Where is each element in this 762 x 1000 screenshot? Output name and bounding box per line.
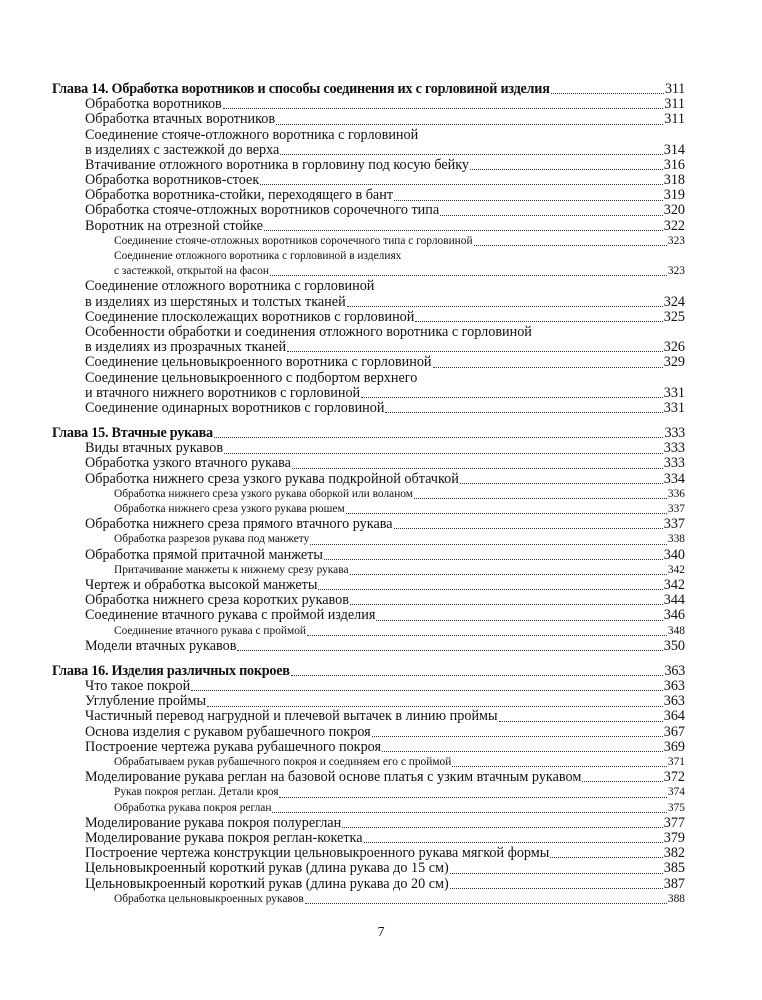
toc-section-entry[interactable] (52, 593, 685, 608)
toc-chapter-title: Глава 15. Втачные рукава (52, 425, 213, 442)
toc-subsection-entry[interactable] (52, 785, 685, 800)
toc-chapter-title: Глава 14. Обработка воротников и способы соединения их с горловиной изделия (52, 80, 550, 97)
toc-section-entry[interactable] (52, 861, 685, 876)
toc-entry-title: в изделиях с застежкой до верха (85, 141, 280, 158)
toc-section-entry[interactable] (52, 608, 685, 623)
dot-leader (394, 527, 663, 529)
toc-page-number: 326 (663, 339, 685, 356)
toc-page-number: 320 (663, 202, 685, 219)
toc-entry-title: Моделирование рукава покроя полуреглан (85, 814, 342, 831)
dot-leader (361, 396, 663, 398)
dot-leader (287, 350, 663, 352)
dot-leader (450, 887, 663, 889)
dot-leader (433, 366, 663, 368)
dot-leader (350, 573, 667, 575)
toc-section-entry[interactable] (52, 401, 685, 416)
toc-subsection-entry[interactable] (52, 264, 685, 279)
toc-page-number: 340 (663, 546, 685, 563)
toc-page-number: 363 (663, 693, 685, 710)
toc-entry-title: Что такое покрой (85, 678, 191, 695)
toc-entry-title: Рукав покроя реглан. Детали кроя (114, 786, 279, 799)
toc-page-number: 346 (663, 607, 685, 624)
toc-page-number: 337 (663, 516, 685, 533)
toc-subsection-entry[interactable] (52, 892, 685, 907)
dot-leader (550, 856, 662, 858)
dot-leader (223, 107, 663, 109)
toc-section-entry[interactable] (52, 639, 685, 654)
toc-entry-title: Чертеж и обработка высокой манжеты (85, 576, 318, 593)
toc-entry-title: Цельновыкроенный короткий рукав (длина рукава до 20 см) (85, 875, 449, 892)
toc-section-entry[interactable] (52, 457, 685, 472)
toc-page-number: 311 (664, 96, 685, 113)
toc-section-entry[interactable] (52, 173, 685, 188)
toc-page-number: 382 (663, 845, 685, 862)
toc-page-number: 324 (663, 293, 685, 310)
toc-page-number: 322 (663, 217, 685, 234)
toc-section-entry[interactable] (52, 517, 685, 532)
toc-section-entry[interactable] (52, 770, 685, 785)
toc-page-number: 364 (663, 708, 685, 725)
toc-page-number: 374 (667, 786, 685, 799)
dot-leader (279, 796, 666, 798)
toc-section-entry[interactable] (52, 679, 685, 694)
dot-leader (347, 305, 663, 307)
toc-section-entry[interactable] (52, 295, 685, 310)
toc-entry-title: Соединение отложного воротника с горловиной (85, 278, 375, 295)
toc-entry-title: Обработка нижнего среза коротких рукавов (85, 592, 349, 609)
dot-leader (414, 497, 667, 499)
toc-subsection-entry[interactable] (52, 502, 685, 517)
toc-entry-title: Обработка воротника-стойки, переходящего в бант (85, 187, 394, 204)
toc-page-number: 372 (663, 769, 685, 786)
dot-leader (382, 750, 663, 752)
dot-leader (474, 244, 667, 246)
toc-entry-title: Моделирование рукава покроя реглан-кокетка (85, 829, 363, 846)
table-of-contents (52, 82, 685, 907)
toc-chapter-title: Глава 16. Изделия различных покроев (52, 662, 290, 679)
toc-section-entry[interactable] (52, 97, 685, 112)
toc-subsection-entry[interactable] (52, 624, 685, 639)
dot-leader (264, 229, 663, 231)
toc-section-entry[interactable] (52, 441, 685, 456)
toc-entry-title: Втачивание отложного воротника в горловину под косую бейку (85, 156, 470, 173)
toc-section-entry[interactable] (52, 355, 685, 370)
toc-section-entry[interactable] (52, 578, 685, 593)
toc-entry-title: Построение чертежа конструкции цельновыкроенного рукава мягкой формы (85, 845, 550, 862)
toc-page-number: 388 (667, 892, 685, 905)
toc-entry-title: Обработка нижнего среза прямого втачного рукава (85, 516, 393, 533)
toc-page-number: 367 (663, 723, 685, 740)
dot-leader (207, 705, 663, 707)
toc-page-number: 348 (667, 624, 685, 637)
toc-entry-title: Обработка втачных воротников (85, 111, 276, 128)
toc-entry-title: Обработка воротников (85, 96, 222, 113)
toc-section-entry[interactable] (52, 143, 685, 158)
toc-page-number: 369 (663, 738, 685, 755)
toc-entry-title: Соединение цельновыкроенного воротника с горловиной (85, 354, 432, 371)
toc-section-entry[interactable] (52, 279, 685, 294)
dot-leader (582, 780, 662, 782)
toc-entry-title: Соединение стояче-отложного воротника с горловиной (85, 126, 419, 143)
toc-page-number: 387 (663, 875, 685, 892)
dot-leader (440, 214, 663, 216)
toc-entry-title: Моделирование рукава реглан на базовой основе платья с узким втачным рукавом (85, 769, 582, 786)
toc-page-number: 344 (663, 592, 685, 609)
toc-subsection-entry[interactable] (52, 249, 685, 264)
toc-entry-title: и втачного нижнего воротников с горловиной (85, 384, 361, 401)
toc-section-entry[interactable] (52, 740, 685, 755)
toc-section-entry[interactable] (52, 816, 685, 831)
toc-entry-title: Углубление проймы (85, 693, 207, 710)
dot-leader (450, 872, 663, 874)
toc-entry-title: Соединение стояче-отложных воротников сорочечного типа с горловиной (114, 234, 473, 247)
toc-entry-title: Модели втачных рукавов (85, 637, 237, 654)
toc-entry-title: Обработка воротников-стоек (85, 172, 260, 189)
toc-entry-title: Обработка нижнего среза узкого рукава оборкой или воланом (114, 487, 413, 500)
toc-page-number: 377 (663, 814, 685, 831)
toc-page-number: 319 (663, 187, 685, 204)
toc-page-number: 314 (663, 141, 685, 158)
page-number: 7 (377, 925, 385, 940)
toc-page-number: 323 (667, 265, 685, 278)
toc-entry-title: Обработка стояче-отложных воротников сорочечного типа (85, 202, 440, 219)
dot-leader (394, 199, 663, 201)
dot-leader (272, 811, 666, 813)
toc-subsection-entry[interactable] (52, 801, 685, 816)
toc-entry-title: Соединение цельновыкроенного с подбортом верхнего (85, 369, 418, 386)
dot-leader (499, 720, 663, 722)
dot-leader (342, 826, 663, 828)
dot-leader (364, 841, 663, 843)
toc-entry-title: Цельновыкроенный короткий рукав (длина рукава до 15 см) (85, 860, 449, 877)
dot-leader (376, 619, 662, 621)
toc-section-entry[interactable] (52, 325, 685, 340)
toc-section-entry[interactable] (52, 548, 685, 563)
toc-page-number: 316 (663, 156, 685, 173)
toc-subsection-entry[interactable] (52, 563, 685, 578)
toc-entry-title: Соединение втачного рукава с проймой изделия (85, 607, 376, 624)
toc-page-number: 331 (663, 384, 685, 401)
dot-leader (350, 603, 663, 605)
toc-entry-title: с застежкой, открытой на фасон (114, 265, 270, 278)
toc-page-number: 311 (664, 111, 685, 128)
dot-leader (551, 92, 664, 94)
toc-section-entry[interactable] (52, 188, 685, 203)
toc-entry-title: Соединение отложного воротника с горловиной в изделиях (114, 250, 402, 263)
dot-leader (191, 689, 663, 691)
toc-section-entry[interactable] (52, 846, 685, 861)
toc-page-number: 342 (663, 576, 685, 593)
dot-leader (460, 482, 663, 484)
toc-page-number: 363 (664, 662, 685, 679)
toc-section-entry[interactable] (52, 831, 685, 846)
toc-section-entry[interactable] (52, 694, 685, 709)
toc-section-entry[interactable] (52, 310, 685, 325)
toc-section-entry[interactable] (52, 386, 685, 401)
toc-page-number: 318 (663, 172, 685, 189)
toc-page-number: 311 (664, 80, 685, 97)
toc-entry-title: Виды втачных рукавов (85, 440, 224, 457)
dot-leader (214, 436, 664, 438)
toc-subsection-entry[interactable] (52, 487, 685, 502)
toc-page-number: 350 (663, 637, 685, 654)
toc-subsection-entry[interactable] (52, 755, 685, 770)
dot-leader (292, 467, 663, 469)
toc-page-number: 379 (663, 829, 685, 846)
toc-entry-title: в изделиях из прозрачных тканей (85, 339, 287, 356)
dot-leader (305, 902, 667, 904)
toc-entry-title: в изделиях из шерстяных и толстых тканей (85, 293, 346, 310)
toc-entry-title: Соединение втачного рукава с проймой (114, 624, 307, 637)
toc-entry-title: Обработка цельновыкроенных рукавов (114, 892, 304, 905)
toc-page-number: 336 (667, 487, 685, 500)
toc-section-entry[interactable] (52, 112, 685, 127)
toc-page-number: 337 (667, 503, 685, 516)
toc-page-number: 333 (663, 440, 685, 457)
toc-page-number: 333 (664, 425, 685, 442)
toc-page-number: 331 (663, 399, 685, 416)
toc-page-number: 363 (663, 678, 685, 695)
toc-entry-title: Основа изделия с рукавом рубашечного покроя (85, 723, 371, 740)
dot-leader (470, 168, 663, 170)
toc-page-number: 342 (667, 563, 685, 576)
toc-section-entry[interactable] (52, 204, 685, 219)
toc-chapter-heading[interactable] (52, 426, 685, 441)
dot-leader (346, 512, 667, 514)
dot-leader (280, 153, 662, 155)
toc-subsection-entry[interactable] (52, 532, 685, 547)
toc-entry-title: Соединение плосколежащих воротников с горловиной (85, 308, 415, 325)
dot-leader (260, 183, 662, 185)
dot-leader (276, 123, 663, 125)
dot-leader (452, 765, 667, 767)
toc-section-entry[interactable] (52, 710, 685, 725)
toc-subsection-entry[interactable] (52, 234, 685, 249)
toc-page-number: 329 (663, 354, 685, 371)
toc-entry-title: Обработка нижнего среза узкого рукава подкройной обтачкой (85, 470, 459, 487)
dot-leader (415, 320, 662, 322)
dot-leader (307, 634, 667, 636)
toc-entry-title: Воротник на отрезной стойке (85, 217, 263, 234)
toc-chapter-heading[interactable] (52, 664, 685, 679)
toc-section-entry[interactable] (52, 340, 685, 355)
dot-leader (237, 649, 662, 651)
toc-page-number: 338 (667, 533, 685, 546)
toc-entry-title: Обработка рукава покроя реглан (114, 801, 272, 814)
toc-page-number: 334 (663, 470, 685, 487)
toc-entry-title: Обрабатываем рукав рубашечного покроя и соединяем его с проймой (114, 756, 452, 769)
dot-leader (372, 735, 663, 737)
dot-leader (291, 674, 664, 676)
toc-entry-title: Соединение одинарных воротников с горловиной (85, 399, 385, 416)
toc-section-entry[interactable] (52, 725, 685, 740)
toc-entry-title: Обработка прямой притачной манжеты (85, 546, 323, 563)
toc-entry-title: Построение чертежа рукава рубашечного покроя (85, 738, 382, 755)
toc-page-number: 325 (663, 308, 685, 325)
toc-chapter-heading[interactable] (52, 82, 685, 97)
toc-page-number: 385 (663, 860, 685, 877)
toc-entry-title: Обработка узкого втачного рукава (85, 455, 291, 472)
toc-page-number: 333 (663, 455, 685, 472)
toc-section-entry[interactable] (52, 158, 685, 173)
toc-page-number: 371 (667, 756, 685, 769)
toc-entry-title: Обработка разрезов рукава под манжету (114, 533, 310, 546)
toc-entry-title: Обработка нижнего среза узкого рукава рюшем (114, 503, 345, 516)
toc-section-entry[interactable] (52, 128, 685, 143)
toc-section-entry[interactable] (52, 877, 685, 892)
toc-entry-title: Частичный перевод нагрудной и плечевой вытачек в линию проймы (85, 708, 498, 725)
toc-section-entry[interactable] (52, 472, 685, 487)
dot-leader (270, 274, 667, 276)
toc-page-number: 375 (667, 801, 685, 814)
toc-entry-title: Особенности обработки и соединения отложного воротника с горловиной (85, 323, 532, 340)
toc-page-number: 323 (667, 234, 685, 247)
dot-leader (324, 558, 663, 560)
toc-section-entry[interactable] (52, 371, 685, 386)
dot-leader (224, 452, 663, 454)
toc-section-entry[interactable] (52, 219, 685, 234)
toc-entry-title: Притачивание манжеты к нижнему срезу рукава (114, 563, 349, 576)
dot-leader (318, 588, 662, 590)
dot-leader (310, 543, 667, 545)
dot-leader (385, 411, 662, 413)
